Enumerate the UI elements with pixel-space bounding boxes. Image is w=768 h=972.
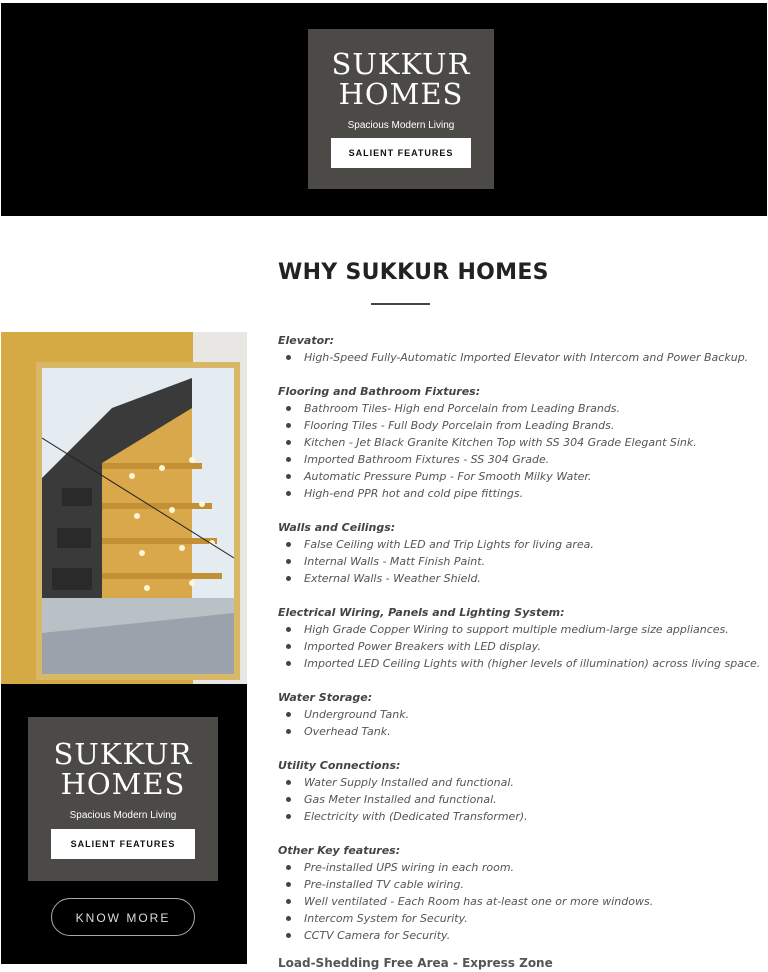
feature-item: Imported LED Ceiling Lights with (higher levels of illumination) across living space. [278,655,758,672]
feature-item: Imported Power Breakers with LED display. [278,638,758,655]
promo-brand-box [28,717,218,881]
section-items [278,400,758,502]
know-more-button[interactable]: KNOW MORE [51,898,195,936]
feature-item: Underground Tank. [278,706,758,723]
section-items [278,859,758,944]
feature-section [278,689,758,740]
section-title: Flooring and Bathroom Fixtures: [278,385,481,398]
left-column [1,332,247,964]
section-title: Walls and Ceilings: [278,521,396,534]
feature-item: Automatic Pressure Pump - For Smooth Milky Water. [278,468,758,485]
section-items [278,706,758,740]
feature-item: Well ventilated - Each Room has at-least one or more windows. [278,893,758,910]
feature-item: Pre-installed TV cable wiring. [278,876,758,893]
section-items [278,621,761,672]
brand-tagline: Spacious Modern Living [347,119,455,131]
feature-section [278,757,758,825]
feature-section [278,519,758,587]
section-title: Electrical Wiring, Panels and Lighting System: [278,606,565,619]
feature-item: Gas Meter Installed and functional. [278,791,758,808]
feature-item: CCTV Camera for Security. [278,927,758,944]
feature-item: High-Speed Fully-Automatic Imported Elevator with Intercom and Power Backup. [278,349,758,366]
heading-divider [371,303,430,305]
footer-note: Load-Shedding Free Area - Express Zone [278,956,553,970]
feature-item: Internal Walls - Matt Finish Paint. [278,553,758,570]
brand-line-2: HOMES [338,77,464,112]
brand-box [308,29,494,189]
promo-panel [1,684,247,964]
promo-brand-title [28,717,218,800]
promo-brand-line-2: HOMES [60,767,186,802]
brand-line-1: SUKKUR [331,47,471,81]
section-title: Water Storage: [278,691,373,704]
feature-item: Bathroom Tiles- High end Porcelain from Leading Brands. [278,400,758,417]
section-title: Other Key features: [278,844,401,857]
brand-title [308,29,494,110]
feature-item: Pre-installed UPS wiring in each room. [278,859,758,876]
photo-frame [36,362,240,680]
feature-item: Intercom System for Security. [278,910,758,927]
feature-item: High-end PPR hot and cold pipe fittings. [278,485,758,502]
salient-features-button[interactable]: SALIENT FEATURES [331,138,471,168]
promo-brand-line-1: SUKKUR [53,737,193,771]
features-list [278,332,761,961]
feature-item: Overhead Tank. [278,723,758,740]
feature-item: False Ceiling with LED and Trip Lights for living area. [278,536,758,553]
section-items [278,774,758,825]
hero-banner [1,3,767,216]
section-title: Utility Connections: [278,759,401,772]
section-title: Elevator: [278,334,334,347]
feature-item: External Walls - Weather Shield. [278,570,758,587]
section-items [278,349,758,366]
building-image [42,368,234,674]
page-heading: WHY SUKKUR HOMES [278,260,549,285]
building-photo [1,332,247,684]
feature-section [278,604,761,672]
feature-item: Flooring Tiles - Full Body Porcelain from Leading Brands. [278,417,758,434]
feature-item: Electricity with (Dedicated Transformer). [278,808,758,825]
feature-item: Kitchen - Jet Black Granite Kitchen Top with SS 304 Grade Elegant Sink. [278,434,758,451]
feature-item: Imported Bathroom Fixtures - SS 304 Grade. [278,451,758,468]
building-illustration [42,368,234,674]
feature-item: Water Supply Installed and functional. [278,774,758,791]
feature-section [278,332,758,366]
feature-item: High Grade Copper Wiring to support multiple medium-large size appliances. [278,621,758,638]
feature-section [278,383,758,502]
promo-salient-features-button[interactable]: SALIENT FEATURES [51,829,195,859]
promo-tagline: Spacious Modern Living [69,809,177,821]
section-items [278,536,758,587]
feature-section [278,842,758,944]
